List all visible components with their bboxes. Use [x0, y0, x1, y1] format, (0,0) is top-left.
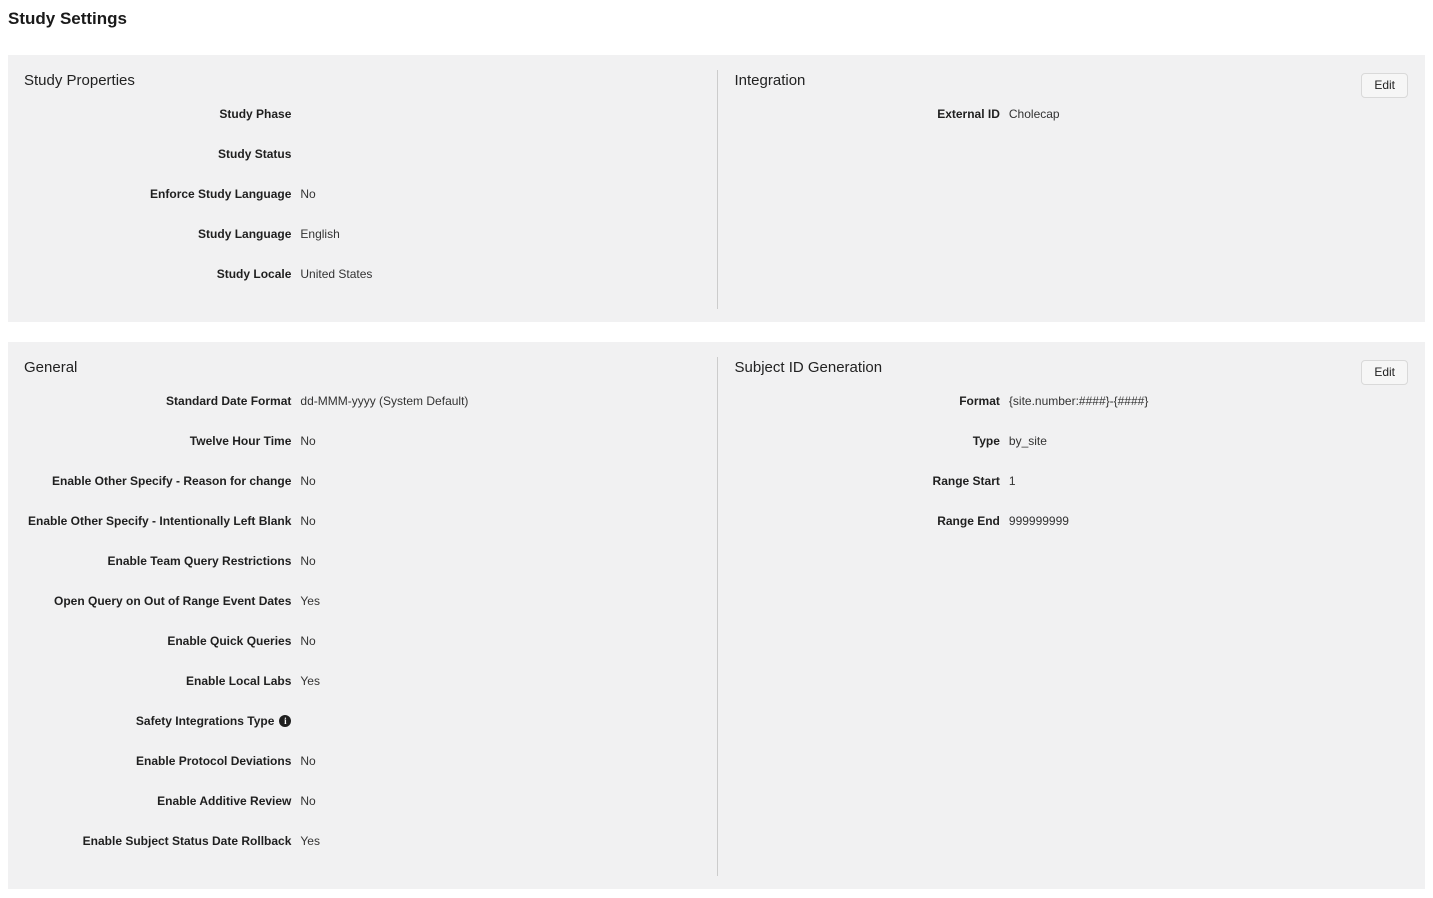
- section-heading: Study Properties: [24, 72, 135, 89]
- field-label: [717, 381, 1000, 421]
- field-label-text: Open Query on Out of Range Event Dates: [54, 594, 292, 608]
- field-row: [717, 421, 1426, 461]
- field-value: Yes: [300, 674, 320, 688]
- settings-section: [717, 357, 1426, 861]
- field-label-text: Range Start: [932, 474, 1000, 488]
- field-value: [291, 94, 716, 134]
- field-row: [717, 461, 1426, 501]
- field-row: [717, 94, 1426, 134]
- field-row: [8, 661, 717, 701]
- field-value: [291, 701, 716, 741]
- field-value: United States: [300, 267, 373, 281]
- column-divider: [717, 70, 718, 309]
- field-label-text: Enable Other Specify - Intentionally Left Blank: [28, 514, 292, 528]
- field-rows: [717, 381, 1426, 541]
- field-label-text: Study Phase: [219, 107, 292, 121]
- field-row: [8, 501, 717, 541]
- field-row: [8, 621, 717, 661]
- field-label: [8, 254, 291, 294]
- field-value: No: [300, 514, 316, 528]
- section-heading: Integration: [734, 72, 806, 89]
- field-label: [8, 701, 291, 741]
- column-divider: [717, 357, 718, 876]
- field-label-text: Enforce Study Language: [150, 187, 292, 201]
- field-label: [8, 541, 291, 581]
- field-rows: [8, 381, 717, 861]
- field-label-text: Format: [959, 394, 1000, 408]
- field-value: English: [300, 227, 340, 241]
- field-row: [8, 421, 717, 461]
- field-label-text: Study Status: [218, 147, 292, 161]
- field-row: [717, 501, 1426, 541]
- settings-section: [8, 357, 717, 861]
- section-heading: General: [24, 359, 78, 376]
- field-rows: [717, 94, 1426, 134]
- field-label-text: Standard Date Format: [166, 394, 292, 408]
- field-label-text: Study Language: [198, 227, 292, 241]
- field-value: No: [300, 754, 316, 768]
- field-row: [8, 821, 717, 861]
- field-label-text: Study Locale: [216, 267, 292, 281]
- field-row: [8, 701, 717, 741]
- field-label-text: External ID: [937, 107, 1000, 121]
- field-value: No: [300, 434, 316, 448]
- field-label-text: Safety Integrations Type: [135, 714, 275, 728]
- field-label-text: Range End: [937, 514, 1000, 528]
- field-label-text: Enable Local Labs: [186, 674, 292, 688]
- field-label: [8, 621, 291, 661]
- field-label-text: Enable Team Query Restrictions: [107, 554, 292, 568]
- field-value: by_site: [1008, 434, 1047, 448]
- field-row: [8, 381, 717, 421]
- field-row: [8, 94, 717, 134]
- field-rows: [8, 94, 717, 294]
- page-title: Study Settings: [8, 9, 128, 28]
- settings-panel: [8, 55, 1425, 322]
- field-label: [8, 501, 291, 541]
- field-label: [8, 581, 291, 621]
- field-label: [8, 781, 291, 821]
- field-value: [291, 134, 716, 174]
- field-label-text: Twelve Hour Time: [189, 434, 292, 448]
- field-label: [8, 94, 291, 134]
- field-row: [8, 581, 717, 621]
- field-value: 999999999: [1008, 514, 1069, 528]
- edit-button[interactable]: Edit: [1361, 360, 1408, 385]
- field-label: [8, 134, 291, 174]
- field-value: No: [300, 794, 316, 808]
- section-heading: Subject ID Generation: [734, 359, 883, 376]
- field-label-text: Enable Subject Status Date Rollback: [82, 834, 292, 848]
- field-value: No: [300, 634, 316, 648]
- field-row: [8, 541, 717, 581]
- field-label: [717, 94, 1000, 134]
- field-value: Cholecap: [1008, 107, 1060, 121]
- field-label: [8, 214, 291, 254]
- field-value: {site.number:####}-{####}: [1008, 394, 1149, 408]
- settings-panel: [8, 342, 1425, 889]
- field-value: No: [300, 187, 316, 201]
- field-row: [8, 214, 717, 254]
- field-label-text: Type: [972, 434, 1000, 448]
- field-label: [8, 661, 291, 701]
- field-row: [8, 741, 717, 781]
- field-label: [8, 461, 291, 501]
- field-label-text: Enable Additive Review: [157, 794, 292, 808]
- field-value: Yes: [300, 834, 320, 848]
- field-value: Yes: [300, 594, 320, 608]
- field-value: dd-MMM-yyyy (System Default): [300, 394, 469, 408]
- field-label: [8, 421, 291, 461]
- panels-container: [8, 55, 1425, 889]
- field-value: No: [300, 474, 316, 488]
- field-label: [8, 381, 291, 421]
- field-label: [8, 174, 291, 214]
- field-row: [8, 134, 717, 174]
- field-label: [8, 821, 291, 861]
- field-value: 1: [1008, 474, 1016, 488]
- field-label-text: Enable Protocol Deviations: [136, 754, 292, 768]
- field-row: [8, 254, 717, 294]
- field-row: [8, 781, 717, 821]
- field-label: [717, 421, 1000, 461]
- field-row: [8, 174, 717, 214]
- field-row: [8, 461, 717, 501]
- info-icon[interactable]: [279, 715, 291, 727]
- settings-section: [8, 70, 717, 294]
- field-label: [8, 741, 291, 781]
- edit-button[interactable]: Edit: [1361, 73, 1408, 98]
- field-value: No: [300, 554, 316, 568]
- field-label-text: Enable Quick Queries: [167, 634, 292, 648]
- field-label: [717, 501, 1000, 541]
- field-label: [717, 461, 1000, 501]
- settings-section: [717, 70, 1426, 294]
- field-row: [717, 381, 1426, 421]
- field-label-text: Enable Other Specify - Reason for change: [52, 474, 292, 488]
